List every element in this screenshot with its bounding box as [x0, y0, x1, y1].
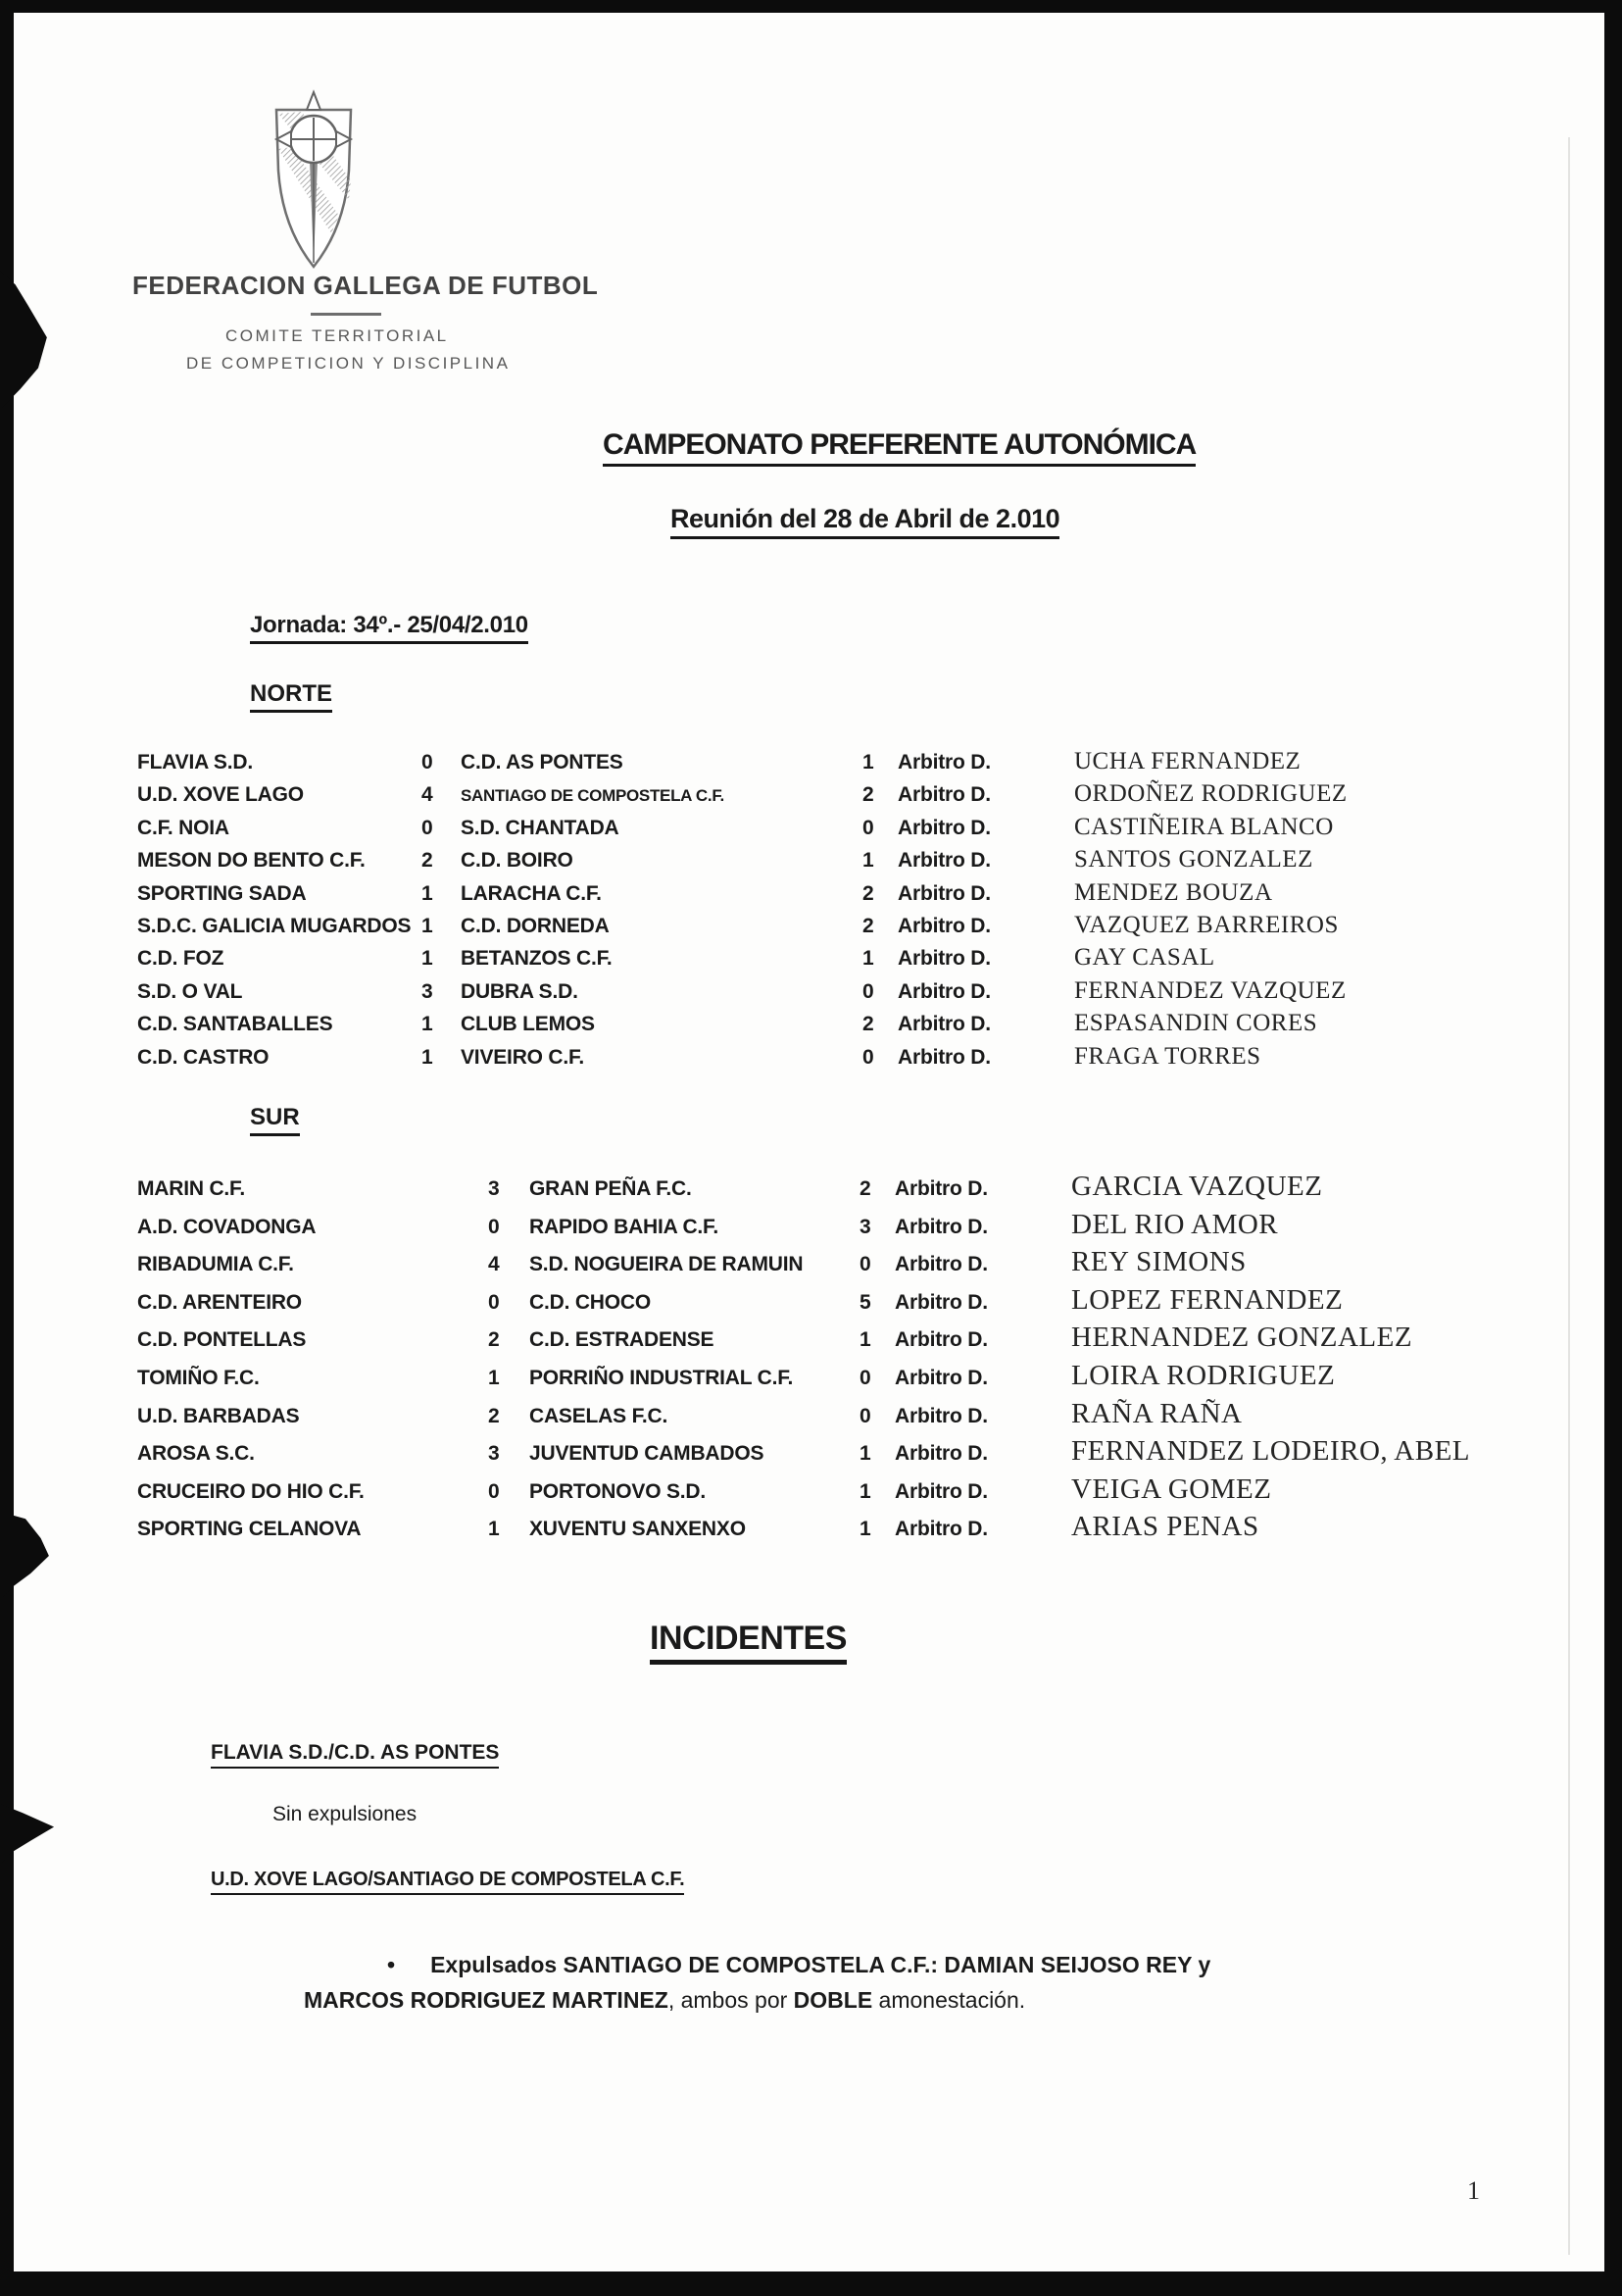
referee-name: GARCIA VAZQUEZ — [1071, 1171, 1323, 1202]
match-row — [137, 846, 1578, 878]
referee-name: FRAGA TORRES — [1074, 1042, 1261, 1070]
home-score: 0 — [421, 751, 433, 774]
away-team: C.D. CHOCO — [529, 1290, 652, 1314]
away-score: 1 — [860, 1518, 871, 1541]
home-team: C.D. ARENTEIRO — [137, 1290, 302, 1314]
referee-name: GAY CASAL — [1074, 944, 1215, 972]
referee-name: HERNANDEZ GONZALEZ — [1071, 1322, 1413, 1354]
away-score: 2 — [862, 783, 874, 807]
match-row — [137, 1473, 1578, 1512]
away-score: 5 — [860, 1290, 871, 1314]
match-row — [137, 1171, 1578, 1209]
match-row — [137, 1511, 1578, 1549]
home-score: 3 — [488, 1177, 500, 1200]
page-title: CAMPEONATO PREFERENTE AUTONÓMICA — [603, 428, 1196, 467]
referee-name: VEIGA GOMEZ — [1071, 1472, 1272, 1505]
away-team: PORRIÑO INDUSTRIAL C.F. — [529, 1366, 794, 1389]
referee-name: ARIAS PENAS — [1071, 1511, 1259, 1543]
section-heading-sur: SUR — [250, 1104, 300, 1136]
away-team: C.D. DORNEDA — [461, 914, 610, 937]
home-team: SPORTING SADA — [137, 881, 307, 905]
away-score: 0 — [860, 1404, 871, 1427]
norte-results-table — [137, 748, 1578, 1075]
home-team: C.D. CASTRO — [137, 1045, 270, 1069]
expulsion-bold-text: DOBLE — [793, 1987, 873, 2013]
referee-name: DEL RIO AMOR — [1071, 1208, 1279, 1240]
arbitro-label: Arbitro D. — [895, 1328, 988, 1352]
home-team: U.D. XOVE LAGO — [137, 783, 304, 807]
away-score: 2 — [862, 881, 874, 905]
referee-name: REY SIMONS — [1071, 1246, 1247, 1278]
home-team: S.D. O VAL — [137, 979, 243, 1003]
meeting-date-subtitle: Reunión del 28 de Abril de 2.010 — [670, 504, 1059, 539]
scan-artifact — [0, 2271, 1622, 2296]
home-team: S.D.C. GALICIA MUGARDOS — [137, 914, 412, 937]
incident-note: Sin expulsiones — [272, 1803, 418, 1825]
expulsion-regular-text: amonestación. — [872, 1987, 1026, 2013]
referee-name: ESPASANDIN CORES — [1074, 1010, 1318, 1037]
home-score: 1 — [421, 1013, 433, 1036]
scan-artifact — [0, 271, 51, 410]
home-score: 3 — [421, 979, 433, 1003]
match-row — [137, 814, 1578, 846]
arbitro-label: Arbitro D. — [898, 947, 991, 971]
header-divider — [311, 313, 381, 316]
away-team: LARACHA C.F. — [461, 881, 602, 905]
scan-artifact — [0, 0, 1622, 13]
arbitro-label: Arbitro D. — [898, 849, 991, 873]
jornada-line: Jornada: 34º.- 25/04/2.010 — [250, 612, 528, 644]
home-team: U.D. BARBADAS — [137, 1404, 300, 1427]
home-score: 2 — [421, 849, 433, 873]
away-team: C.D. ESTRADENSE — [529, 1328, 714, 1352]
home-team: C.D. PONTELLAS — [137, 1328, 307, 1352]
match-row — [137, 780, 1578, 813]
away-score: 1 — [862, 849, 874, 873]
referee-name: LOIRA RODRIGUEZ — [1071, 1359, 1336, 1391]
arbitro-label: Arbitro D. — [898, 1013, 991, 1036]
referee-name: RAÑA RAÑA — [1071, 1397, 1243, 1429]
incident-match-heading-2: U.D. XOVE LAGO/SANTIAGO DE COMPOSTELA C.F. — [211, 1869, 684, 1895]
federation-crest-shield-icon — [263, 88, 365, 276]
home-team: SPORTING CELANOVA — [137, 1518, 362, 1541]
arbitro-label: Arbitro D. — [898, 751, 991, 774]
arbitro-label: Arbitro D. — [898, 1045, 991, 1069]
away-score: 2 — [862, 914, 874, 937]
match-row — [137, 1010, 1578, 1042]
home-score: 1 — [421, 914, 433, 937]
match-row — [137, 1209, 1578, 1247]
home-team: FLAVIA S.D. — [137, 751, 253, 774]
home-score: 4 — [421, 783, 433, 807]
home-team: RIBADUMIA C.F. — [137, 1253, 294, 1276]
arbitro-label: Arbitro D. — [898, 881, 991, 905]
away-team: RAPIDO BAHIA C.F. — [529, 1215, 718, 1238]
away-team: SANTIAGO DE COMPOSTELA C.F. — [461, 786, 724, 806]
home-score: 1 — [421, 947, 433, 971]
match-row — [137, 1043, 1578, 1075]
away-score: 3 — [860, 1215, 871, 1238]
arbitro-label: Arbitro D. — [898, 979, 991, 1003]
match-row — [137, 1398, 1578, 1436]
home-score: 4 — [488, 1253, 500, 1276]
home-team: AROSA S.C. — [137, 1442, 255, 1466]
expulsion-regular-text: , ambos por — [667, 1987, 794, 2013]
home-team: C.F. NOIA — [137, 816, 229, 839]
away-score: 0 — [862, 1045, 874, 1069]
referee-name: LOPEZ FERNANDEZ — [1071, 1283, 1344, 1316]
away-team: S.D. CHANTADA — [461, 816, 619, 839]
expulsion-bold-text: MARCOS RODRIGUEZ MARTINEZ — [304, 1987, 668, 2013]
incidents-heading: INCIDENTES — [650, 1620, 847, 1665]
arbitro-label: Arbitro D. — [898, 914, 991, 937]
away-team: JUVENTUD CAMBADOS — [529, 1442, 764, 1466]
away-team: PORTONOVO S.D. — [529, 1479, 707, 1503]
incident-match-heading-1: FLAVIA S.D./C.D. AS PONTES — [211, 1741, 499, 1769]
expulsion-text-line-2 — [304, 1987, 1025, 2014]
home-team: MARIN C.F. — [137, 1177, 245, 1200]
arbitro-label: Arbitro D. — [898, 816, 991, 839]
match-row — [137, 748, 1578, 780]
home-team: TOMIÑO F.C. — [137, 1366, 260, 1389]
home-team: C.D. FOZ — [137, 947, 224, 971]
match-row — [137, 912, 1578, 944]
away-score: 1 — [860, 1479, 871, 1503]
home-score: 1 — [421, 1045, 433, 1069]
away-score: 0 — [860, 1253, 871, 1276]
arbitro-label: Arbitro D. — [895, 1290, 988, 1314]
away-score: 1 — [862, 751, 874, 774]
home-score: 1 — [421, 881, 433, 905]
referee-name: MENDEZ BOUZA — [1074, 878, 1273, 906]
bullet-icon: • — [387, 1952, 396, 1977]
match-row — [137, 944, 1578, 976]
home-score: 0 — [421, 816, 433, 839]
away-team: XUVENTU SANXENXO — [529, 1518, 746, 1541]
away-team: C.D. AS PONTES — [461, 751, 623, 774]
arbitro-label: Arbitro D. — [895, 1404, 988, 1427]
away-team: BETANZOS C.F. — [461, 947, 613, 971]
home-team: CRUCEIRO DO HIO C.F. — [137, 1479, 365, 1503]
away-team: C.D. BOIRO — [461, 849, 573, 873]
away-score: 2 — [862, 1013, 874, 1036]
arbitro-label: Arbitro D. — [895, 1479, 988, 1503]
arbitro-label: Arbitro D. — [895, 1366, 988, 1389]
away-team: GRAN PEÑA F.C. — [529, 1177, 692, 1200]
home-score: 1 — [488, 1366, 500, 1389]
committee-line-2: DE COMPETICION Y DISCIPLINA — [186, 354, 511, 373]
scan-artifact — [0, 1804, 57, 1865]
away-score: 0 — [862, 979, 874, 1003]
home-team: MESON DO BENTO C.F. — [137, 849, 366, 873]
home-team: A.D. COVADONGA — [137, 1215, 317, 1238]
home-score: 0 — [488, 1290, 500, 1314]
match-row — [137, 1246, 1578, 1284]
match-row — [137, 879, 1578, 912]
away-score: 1 — [860, 1442, 871, 1466]
page-number: 1 — [1467, 2176, 1480, 2205]
away-team: DUBRA S.D. — [461, 979, 578, 1003]
home-score: 1 — [488, 1518, 500, 1541]
referee-name: CASTIÑEIRA BLANCO — [1074, 813, 1334, 840]
away-score: 1 — [862, 947, 874, 971]
home-score: 2 — [488, 1328, 500, 1352]
home-score: 3 — [488, 1442, 500, 1466]
arbitro-label: Arbitro D. — [895, 1518, 988, 1541]
expulsion-bold-text: Expulsados SANTIAGO DE COMPOSTELA C.F.: DAMIAN SEIJOSO REY y — [430, 1952, 1211, 1977]
expulsion-text-line-1 — [387, 1952, 1210, 1978]
match-row — [137, 977, 1578, 1010]
referee-name: SANTOS GONZALEZ — [1074, 846, 1313, 873]
away-score: 2 — [860, 1177, 871, 1200]
away-score: 1 — [860, 1328, 871, 1352]
scan-artifact — [1604, 0, 1622, 2296]
referee-name: UCHA FERNANDEZ — [1074, 748, 1302, 774]
match-row — [137, 1435, 1578, 1473]
committee-line-1: COMITE TERRITORIAL — [225, 326, 449, 345]
arbitro-label: Arbitro D. — [895, 1442, 988, 1466]
away-team: CASELAS F.C. — [529, 1404, 668, 1427]
arbitro-label: Arbitro D. — [895, 1215, 988, 1238]
arbitro-label: Arbitro D. — [895, 1253, 988, 1276]
referee-name: VAZQUEZ BARREIROS — [1074, 911, 1339, 938]
home-score: 0 — [488, 1215, 500, 1238]
away-score: 0 — [860, 1366, 871, 1389]
arbitro-label: Arbitro D. — [895, 1177, 988, 1200]
away-team: VIVEIRO C.F. — [461, 1045, 584, 1069]
referee-name: FERNANDEZ LODEIRO, ABEL — [1071, 1435, 1471, 1468]
referee-name: ORDOÑEZ RODRIGUEZ — [1074, 780, 1348, 808]
referee-name: FERNANDEZ VAZQUEZ — [1074, 976, 1347, 1004]
match-row — [137, 1284, 1578, 1323]
away-score: 0 — [862, 816, 874, 839]
arbitro-label: Arbitro D. — [898, 783, 991, 807]
match-row — [137, 1360, 1578, 1398]
home-team: C.D. SANTABALLES — [137, 1013, 333, 1036]
section-heading-norte: NORTE — [250, 680, 332, 713]
home-score: 2 — [488, 1404, 500, 1427]
federation-name: FEDERACION GALLEGA DE FUTBOL — [132, 271, 599, 300]
sur-results-table — [137, 1171, 1578, 1549]
scan-artifact — [0, 1512, 51, 1600]
away-team: S.D. NOGUEIRA DE RAMUIN — [529, 1253, 804, 1276]
home-score: 0 — [488, 1479, 500, 1503]
away-team: CLUB LEMOS — [461, 1013, 595, 1036]
match-row — [137, 1322, 1578, 1360]
